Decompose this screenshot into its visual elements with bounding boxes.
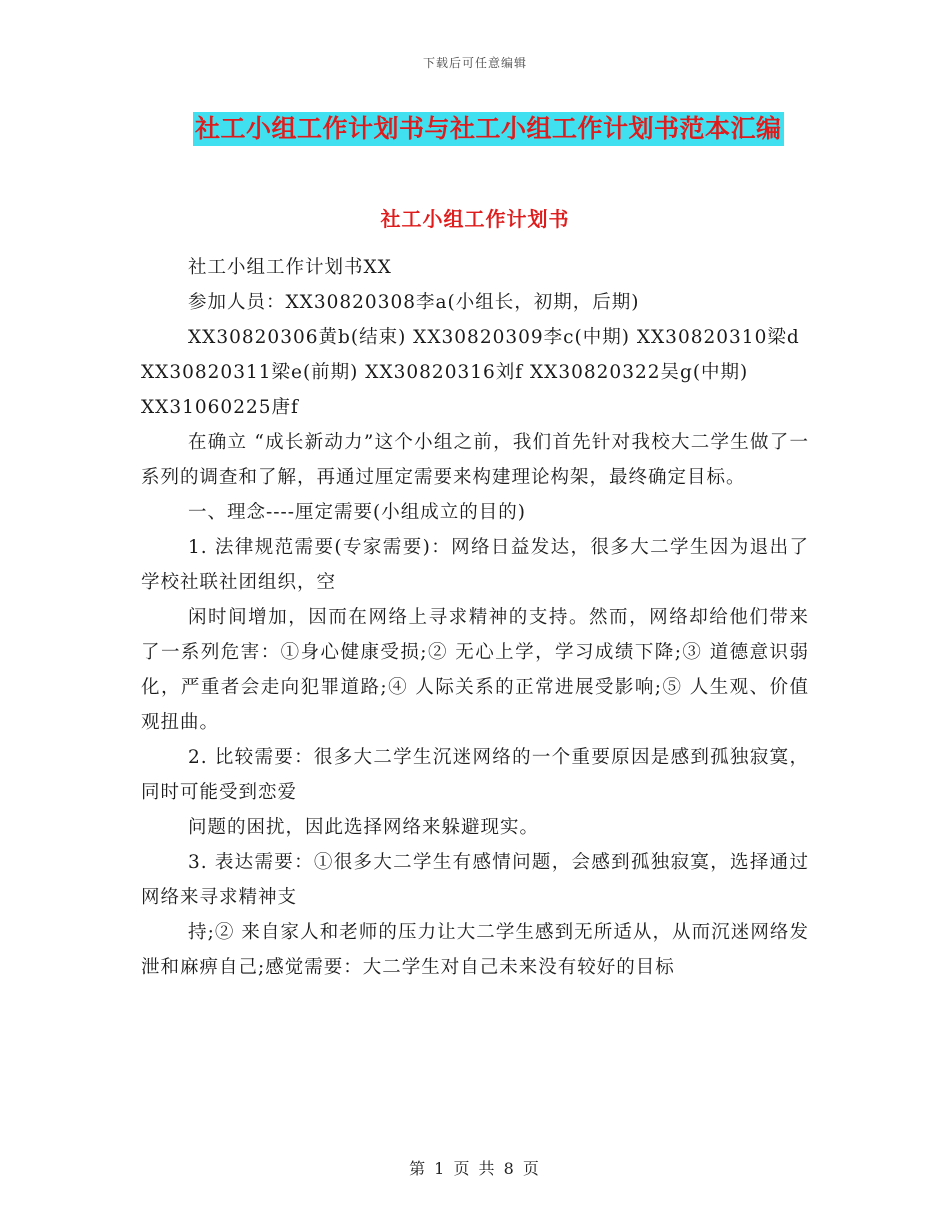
paragraph: XX30820311梁e(前期) XX30820316刘f XX30820322吴g(中期) bbox=[141, 362, 749, 383]
main-title: 社工小组工作计划书与社工小组工作计划书范本汇编 bbox=[193, 112, 784, 146]
header-note: 下载后可任意编辑 bbox=[422, 56, 527, 70]
paragraph: 问题的困扰，因此选择网络来躲避现实。 bbox=[188, 817, 540, 838]
paragraph: 3. 表达需要：①很多大二学生有感情问题，会感到孤独寂寞，选择通过网络来寻求精神支 bbox=[141, 852, 809, 908]
paragraph: 2. 比较需要：很多大二学生沉迷网络的一个重要原因是感到孤独寂寞，同时可能受到恋爱 bbox=[141, 747, 809, 803]
paragraph: XX31060225唐f bbox=[141, 397, 299, 418]
page-footer: 第 1 页 共 8 页 bbox=[409, 1159, 541, 1178]
paragraph: 持;② 来自家人和老师的压力让大二学生感到无所适从，从而沉迷网络发泄和麻痹自己;感觉需要：大二学生对自己未来没有较好的目标 bbox=[141, 922, 809, 978]
paragraph: 在确立 “成长新动力”这个小组之前，我们首先针对我校大二学生做了一系列的调查和了解，再通过厘定需要来构建理论构架，最终确定目标。 bbox=[141, 432, 809, 488]
paragraph: 1. 法律规范需要(专家需要)：网络日益发达，很多大二学生因为退出了学校社联社团组织，空 bbox=[141, 537, 809, 593]
paragraph: 闲时间增加，因而在网络上寻求精神的支持。然而，网络却给他们带来了一系列危害：①身心健康受损;② 无心上学，学习成绩下降;③ 道德意识弱化，严重者会走向犯罪道路;④ 人际关系的正常进展受影响;⑤ 人生观、价值观扭曲。 bbox=[141, 607, 809, 733]
document-body bbox=[141, 250, 809, 985]
paragraph: 社工小组工作计划书XX bbox=[188, 257, 392, 278]
paragraph: 一、理念----厘定需要(小组成立的目的) bbox=[188, 502, 526, 523]
section-title: 社工小组工作计划书 bbox=[380, 207, 570, 231]
paragraph: 参加人员：XX30820308李a(小组长，初期，后期) bbox=[188, 292, 640, 313]
paragraph: XX30820306黄b(结束) XX30820309李c(中期) XX30820310梁d bbox=[188, 327, 800, 348]
